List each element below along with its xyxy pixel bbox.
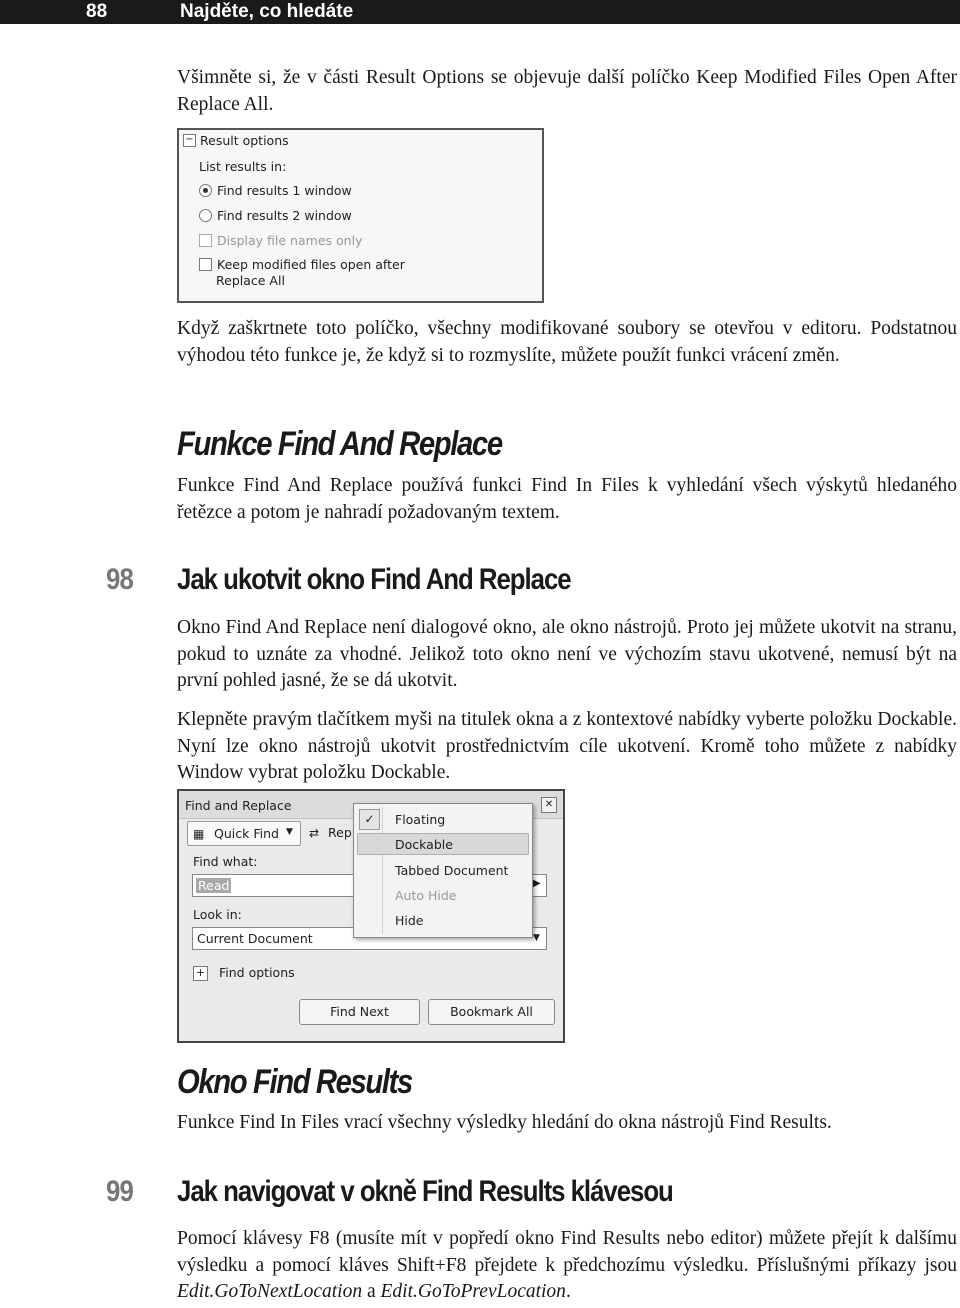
option-label: Find results 2 window [217,208,352,223]
chevron-down-icon[interactable]: ▼ [533,933,540,943]
expand-icon[interactable]: + [193,966,208,981]
checkbox-label: Keep modified files open after [217,257,405,272]
find-options-label[interactable]: Find options [219,965,295,980]
menu-item-auto-hide[interactable]: Auto Hide [395,888,457,903]
menu-item-floating[interactable]: Floating [395,812,446,827]
option-find-results-1[interactable] [199,183,352,198]
context-menu [353,803,533,938]
keep-modified-checkbox[interactable] [199,257,405,272]
tip-number-98: 98 [106,563,133,596]
intro-paragraph: Všimněte si, že v části Result Options se objevuje další políčko Keep Modified Files Open After Replace All. [177,67,957,115]
quick-find-label: Quick Find [214,826,279,841]
window-title: Find and Replace [185,798,292,813]
result-options-title: Result options [200,133,289,148]
tip-number-99: 99 [106,1175,133,1208]
look-in-value: Current Document [197,931,313,946]
close-icon[interactable]: ✕ [541,797,557,813]
page-header [0,0,960,24]
command-next: Edit.GoToNextLocation [177,1281,363,1302]
quick-find-button[interactable] [187,821,301,846]
find-results-paragraph: Funkce Find In Files vrací všechny výsledky hledání do okna nástrojů Find Results. [177,1112,832,1133]
dropdown-arrow-icon[interactable]: ▼ [286,827,293,837]
menu-item-tabbed-document[interactable]: Tabbed Document [395,863,509,878]
result-options-header [183,133,289,148]
option-label: Find results 1 window [217,183,352,198]
tip99-paragraph [177,1226,957,1306]
tip98-paragraph1: Okno Find And Replace není dialogové okno, ale okno nástrojů. Proto jej můžete ukotvit na stranu, pokud to uznáte za vhodné. Jelikož toto okno není ve výchozím stavu ukotvené, nemusí být na první pohled jasné, že se dá ukotvit. [177,617,957,691]
collapse-icon[interactable]: − [183,134,196,147]
tip-heading-99: Jak navigovat v okně Find Results klávesou [177,1175,673,1208]
tip99-end: . [565,1281,571,1302]
tip98-paragraph2: Klepněte pravým tlačítkem myši na titulek okna a z kontextové nabídky vyberte položku Dockable. Nyní lze okno nástrojů ukotvit prostřednictvím cíle ukotvení. Kromě toho můžete z nabídky Window vybrat položku Dockable. [177,709,957,783]
bookmark-all-button[interactable]: Bookmark All [428,999,555,1025]
checkbox-icon[interactable] [199,234,212,247]
radio-icon[interactable] [199,209,212,222]
tip99-text: Pomocí klávesy F8 (musíte mít v popředí okno Find Results nebo editor) můžete přejít k dalšímu výsledku a pomocí kláves Shift+F8 přejdete k předchozímu výsledku. Příslušnými příkazy jsou [177,1228,957,1276]
expression-builder-arrow-icon[interactable]: ▶ [533,878,541,889]
checkbox-label: Display file names only [217,233,363,248]
result-options-screenshot [177,128,544,303]
binoculars-icon: ▦ [193,827,205,841]
quick-replace-button[interactable] [307,821,357,844]
checkbox-icon[interactable] [199,258,212,271]
tip-heading-98: Jak ukotvit okno Find And Replace [177,563,571,596]
find-next-button[interactable]: Find Next [299,999,420,1025]
section-heading-find-results: Okno Find Results [177,1063,412,1101]
checkmark-icon: ✓ [359,809,380,830]
find-what-value: Read [198,878,230,893]
page-number: 88 [86,1,108,22]
list-results-label: List results in: [199,159,287,174]
menu-gutter-divider [382,807,383,934]
section-heading-find-and-replace: Funkce Find And Replace [177,425,502,463]
menu-item-hide[interactable]: Hide [395,913,424,928]
find-what-label: Find what: [193,854,258,869]
chapter-title: Najděte, co hledáte [180,1,354,22]
look-in-label: Look in: [193,907,242,922]
tip99-conjunction: a [362,1281,381,1302]
command-prev: Edit.GoToPrevLocation [380,1281,566,1302]
replace-icon: ⇄ [309,826,320,840]
display-file-names-checkbox[interactable] [199,233,362,248]
quick-replace-label: Rep [328,825,352,840]
menu-item-dockable[interactable]: Dockable [395,837,453,852]
find-and-replace-paragraph: Funkce Find And Replace používá funkci Find In Files k vyhledání všech výskytů hledaného řetězce a potom je nahradí požadovaným textem. [177,475,957,523]
after-shot-paragraph: Když zaškrtnete toto políčko, všechny modifikované soubory se otevřou v editoru. Podstatnou výhodou této funkce je, že když si to rozmyslíte, můžete použít funkci vrácení změn. [177,318,957,366]
option-find-results-2[interactable] [199,208,352,223]
checkbox-label-line2: Replace All [216,273,285,288]
radio-selected-icon[interactable] [199,184,212,197]
